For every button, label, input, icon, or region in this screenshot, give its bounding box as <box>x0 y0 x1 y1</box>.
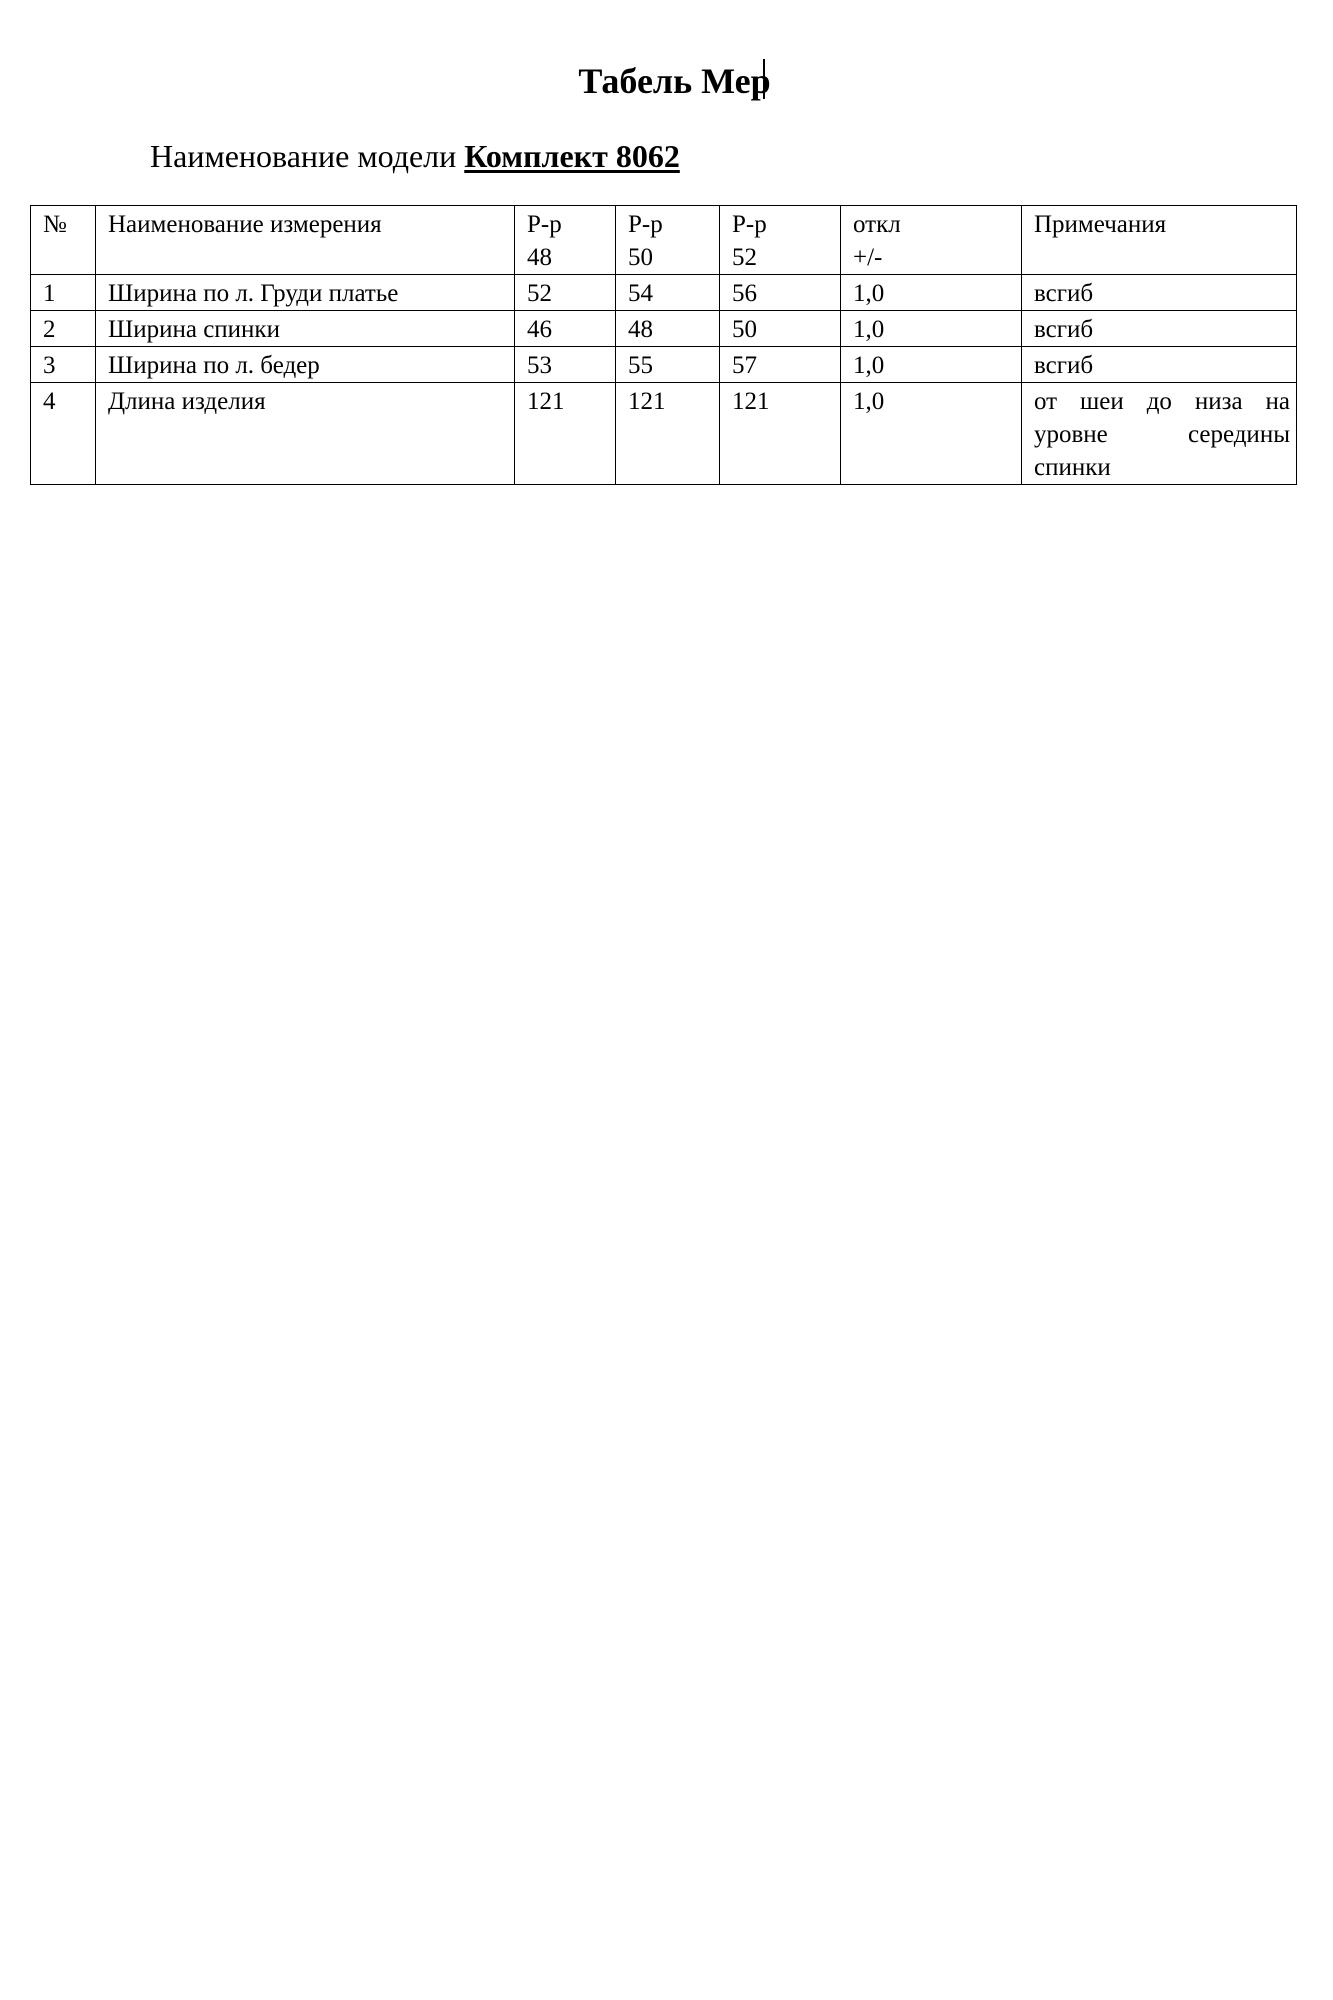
cell-notes: всгиб <box>1022 347 1297 383</box>
header-notes: Примечания <box>1022 206 1297 275</box>
cell-tolerance: 1,0 <box>841 347 1022 383</box>
cell-number: 4 <box>31 383 96 485</box>
document-title-text: Табель Мер <box>578 61 771 101</box>
cell-size-52: 57 <box>720 347 841 383</box>
header-number: № <box>31 206 96 275</box>
cell-size-52: 121 <box>720 383 841 485</box>
cell-measurement: Ширина спинки <box>96 311 515 347</box>
cell-size-50: 55 <box>616 347 720 383</box>
header-tolerance: откл +/- <box>841 206 1022 275</box>
cell-size-48: 46 <box>515 311 616 347</box>
measurement-table <box>30 205 1297 485</box>
cell-tolerance: 1,0 <box>841 311 1022 347</box>
cell-number: 1 <box>31 275 96 311</box>
cell-tolerance: 1,0 <box>841 275 1022 311</box>
cell-measurement: Длина изделия <box>96 383 515 485</box>
table-row <box>31 347 1297 383</box>
cell-size-50: 48 <box>616 311 720 347</box>
cell-size-48: 53 <box>515 347 616 383</box>
cell-notes: всгиб <box>1022 311 1297 347</box>
cell-measurement: Ширина по л. Груди платье <box>96 275 515 311</box>
cell-size-52: 56 <box>720 275 841 311</box>
document-title <box>0 58 1333 104</box>
header-measurement: Наименование измерения <box>96 206 515 275</box>
cell-size-50: 54 <box>616 275 720 311</box>
cell-number: 2 <box>31 311 96 347</box>
model-name: Комплект 8062 <box>464 138 680 174</box>
header-size-52: Р-р 52 <box>720 206 841 275</box>
cell-tolerance: 1,0 <box>841 383 1022 485</box>
table-row <box>31 275 1297 311</box>
cell-notes: всгиб <box>1022 275 1297 311</box>
model-label: Наименование модели <box>150 138 457 174</box>
cell-measurement: Ширина по л. бедер <box>96 347 515 383</box>
cell-size-52: 50 <box>720 311 841 347</box>
table-row <box>31 383 1297 485</box>
cell-size-48: 121 <box>515 383 616 485</box>
table-row <box>31 311 1297 347</box>
cell-size-50: 121 <box>616 383 720 485</box>
cell-number: 3 <box>31 347 96 383</box>
cell-notes: от шеи до низа на уровне середины спинки <box>1022 383 1297 485</box>
cell-size-48: 52 <box>515 275 616 311</box>
table-header-row <box>31 206 1297 275</box>
model-line <box>150 135 680 177</box>
header-size-48: Р-р 48 <box>515 206 616 275</box>
header-size-50: Р-р 50 <box>616 206 720 275</box>
